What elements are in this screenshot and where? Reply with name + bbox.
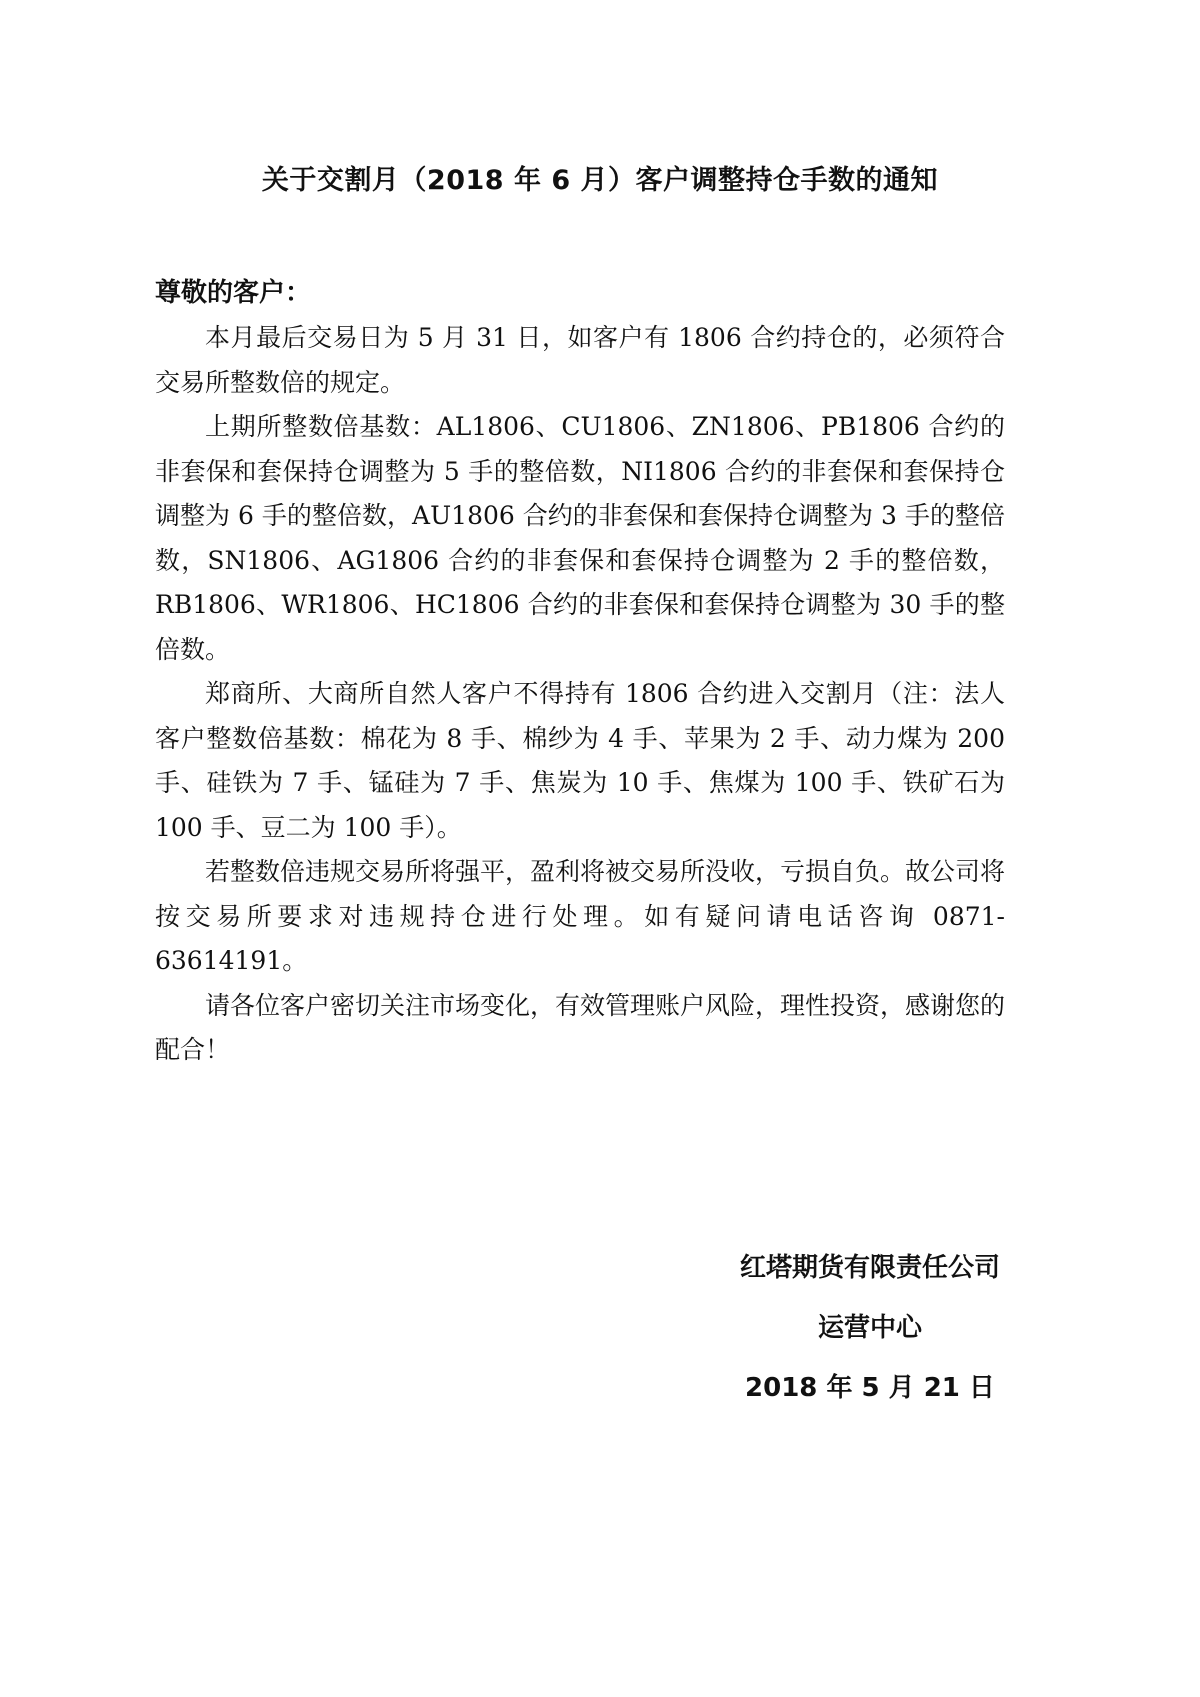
- paragraph-shfe-multiples: 上期所整数倍基数：AL1806、CU1806、ZN1806、PB1806 合约的非套保和套保持仓调整为 5 手的整倍数，NI1806 合约的非套保和套保持仓调整为 6 手的整倍数，AU1806 合约的非套保和套保持仓调整为 3 手的整倍数，SN1806、AG1806 合约的非套保和套保持仓调整为 2 手的整倍数，RB1806、WR1806、HC1806 合约的非套保和套保持仓调整为 30 手的整倍数。: [155, 412, 1005, 664]
- signature-department: 运营中心: [817, 1313, 922, 1343]
- signature-block: [740, 1238, 1000, 1418]
- paragraph-violation-handling: 若整数倍违规交易所将强平，盈利将被交易所没收，亏损自负。故公司将按交易所要求对违规持仓进行处理。如有疑问请电话咨询 0871-63614191。: [155, 857, 1006, 975]
- paragraph-czce-dce-rules: 郑商所、大商所自然人客户不得持有 1806 合约进入交割月（注：法人客户整数倍基数：棉花为 8 手、棉纱为 4 手、苹果为 2 手、动力煤为 200 手、硅铁为 7 手、锰硅为 7 手、焦炭为 10 手、焦煤为 100 手、铁矿石为 100 手、豆二为 100 手）。: [155, 679, 1005, 842]
- notice-title: 关于交割月（2018 年 6 月）客户调整持仓手数的通知: [261, 165, 939, 196]
- signature-date: 2018 年 5 月 21 日: [745, 1373, 995, 1403]
- salutation: 尊敬的客户：: [155, 278, 312, 308]
- notice-body: [155, 316, 1005, 1073]
- signature-company: 红塔期货有限责任公司: [739, 1253, 1000, 1283]
- paragraph-last-trading-day: 本月最后交易日为 5 月 31 日，如客户有 1806 合约持仓的，必须符合交易所整数倍的规定。: [155, 323, 1005, 397]
- paragraph-closing-remarks: 请各位客户密切关注市场变化，有效管理账户风险，理性投资，感谢您的配合！: [155, 990, 1006, 1064]
